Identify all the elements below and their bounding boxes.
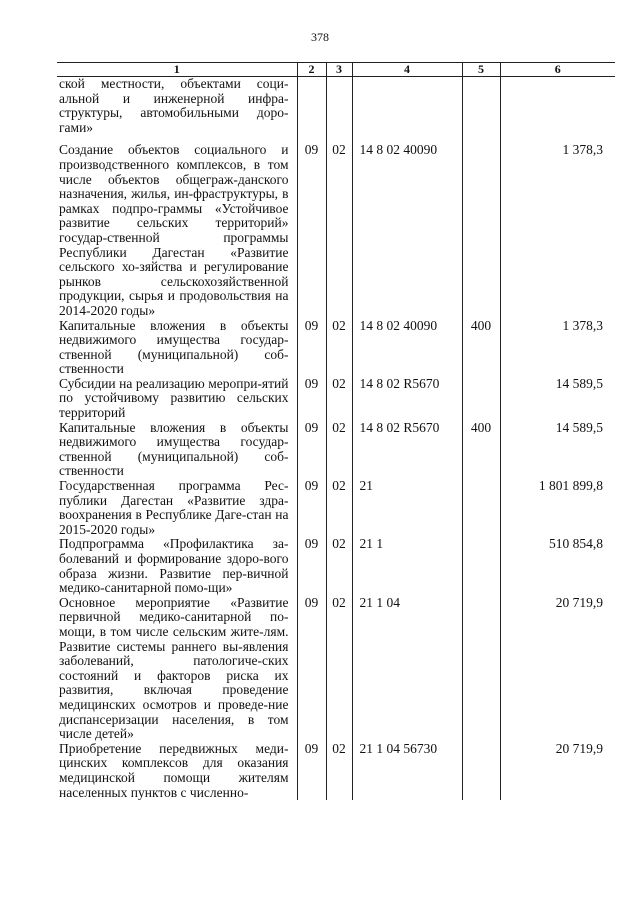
row-expense-type (462, 135, 500, 318)
row-expense-type (462, 537, 500, 595)
row-name: Основное мероприятие «Развитие первичной медико-санитарной по-мощи, в том числе сельским жите-лям. Развитие системы раннего вы-явления заболеваний, патологиче-ских состояний и факторов риска их развития, включая проведение медицинских осмотров и проведе-ние диспансеризации населения, в том числе детей» (59, 594, 289, 742)
row-expense-type: 400 (462, 319, 500, 377)
table-row (57, 319, 615, 377)
row-name: Приобретение передвижных меди-цинских комплексов для оказания медицинской помощи жителям населенных пунктов с численно- (59, 740, 289, 800)
row-subsection: 02 (326, 135, 352, 318)
row-target-article: 14 8 02 40090 (352, 135, 462, 318)
row-subsection: 02 (326, 742, 352, 800)
row-subsection: 02 (326, 479, 352, 537)
row-expense-type (462, 77, 500, 136)
column-header-4: 4 (352, 63, 462, 77)
budget-table (57, 62, 615, 800)
row-target-article: 14 8 02 R5670 (352, 377, 462, 421)
table-row (57, 377, 615, 421)
column-header-5: 5 (462, 63, 500, 77)
row-target-article: 21 1 04 (352, 596, 462, 742)
column-header-2: 2 (297, 63, 326, 77)
row-name: Создание объектов социального и производственного комплексов, в том числе объектов общеграж-данского назначения, жилья, ин-фраструктуры, в рамках подпро-граммы «Устойчивое развитие сельских территорий» государ-ственной программы Республики Дагестан «Развитие сельского хо-зяйства и регулирование рынков сельскохозяйственной продукции, сырья и продовольствия на 2014-2020 годы» (59, 142, 289, 318)
row-section: 09 (297, 479, 326, 537)
row-expense-type (462, 742, 500, 800)
row-amount: 14 589,5 (500, 377, 615, 421)
page-number: 378 (311, 30, 329, 44)
row-target-article: 14 8 02 40090 (352, 319, 462, 377)
row-name: Подпрограмма «Профилактика за-болеваний и формирование здоро-вого образа жизни. Развитие пер-вичной медико-санитарной помо-щи» (59, 536, 289, 596)
row-target-article: 21 (352, 479, 462, 537)
row-subsection: 02 (326, 319, 352, 377)
table-row (57, 742, 615, 800)
column-header-6: 6 (500, 63, 615, 77)
row-expense-type (462, 479, 500, 537)
row-expense-type (462, 377, 500, 421)
row-section: 09 (297, 319, 326, 377)
row-subsection: 02 (326, 377, 352, 421)
row-amount: 20 719,9 (500, 742, 615, 800)
row-amount: 510 854,8 (500, 537, 615, 595)
column-header-1: 1 (57, 63, 297, 77)
row-subsection: 02 (326, 537, 352, 595)
table-row (57, 135, 615, 318)
table-row (57, 596, 615, 742)
row-name: Капитальные вложения в объекты недвижимого имущества государ-ственной (муниципальной) соб-ственности (59, 317, 289, 377)
row-section: 09 (297, 377, 326, 421)
row-target-article (352, 77, 462, 136)
column-header-3: 3 (326, 63, 352, 77)
row-amount (500, 77, 615, 136)
row-name: Государственная программа Рес-публики Дагестан «Развитие здра-воохранения в Республике Даге-стан на 2015-2020 годы» (59, 478, 289, 537)
row-section: 09 (297, 537, 326, 595)
table-row (57, 421, 615, 479)
row-section (297, 77, 326, 136)
row-target-article: 14 8 02 R5670 (352, 421, 462, 479)
row-amount: 14 589,5 (500, 421, 615, 479)
table-header (57, 63, 615, 77)
row-amount: 1 378,3 (500, 319, 615, 377)
row-section: 09 (297, 135, 326, 318)
row-section: 09 (297, 742, 326, 800)
row-subsection (326, 77, 352, 136)
row-target-article: 21 1 04 56730 (352, 742, 462, 800)
table-row (57, 479, 615, 537)
header-row (57, 63, 615, 77)
row-target-article: 21 1 (352, 537, 462, 595)
table-row (57, 77, 615, 136)
row-expense-type (462, 596, 500, 742)
row-name: Капитальные вложения в объекты недвижимого имущества государ-ственной (муниципальной) соб-ственности (59, 419, 289, 479)
table-body (57, 77, 615, 801)
row-name: Субсидии на реализацию меропри-ятий по устойчивому развитию сельских территорий (59, 375, 289, 421)
table-row (57, 537, 615, 595)
row-name: ской местности, объектами соци-альной и инженерной инфра-структуры, автомобильными доро-гами» (59, 76, 289, 135)
row-subsection: 02 (326, 421, 352, 479)
row-amount: 1 378,3 (500, 135, 615, 318)
row-section: 09 (297, 596, 326, 742)
row-section: 09 (297, 421, 326, 479)
row-subsection: 02 (326, 596, 352, 742)
row-amount: 20 719,9 (500, 596, 615, 742)
row-expense-type: 400 (462, 421, 500, 479)
row-amount: 1 801 899,8 (500, 479, 615, 537)
